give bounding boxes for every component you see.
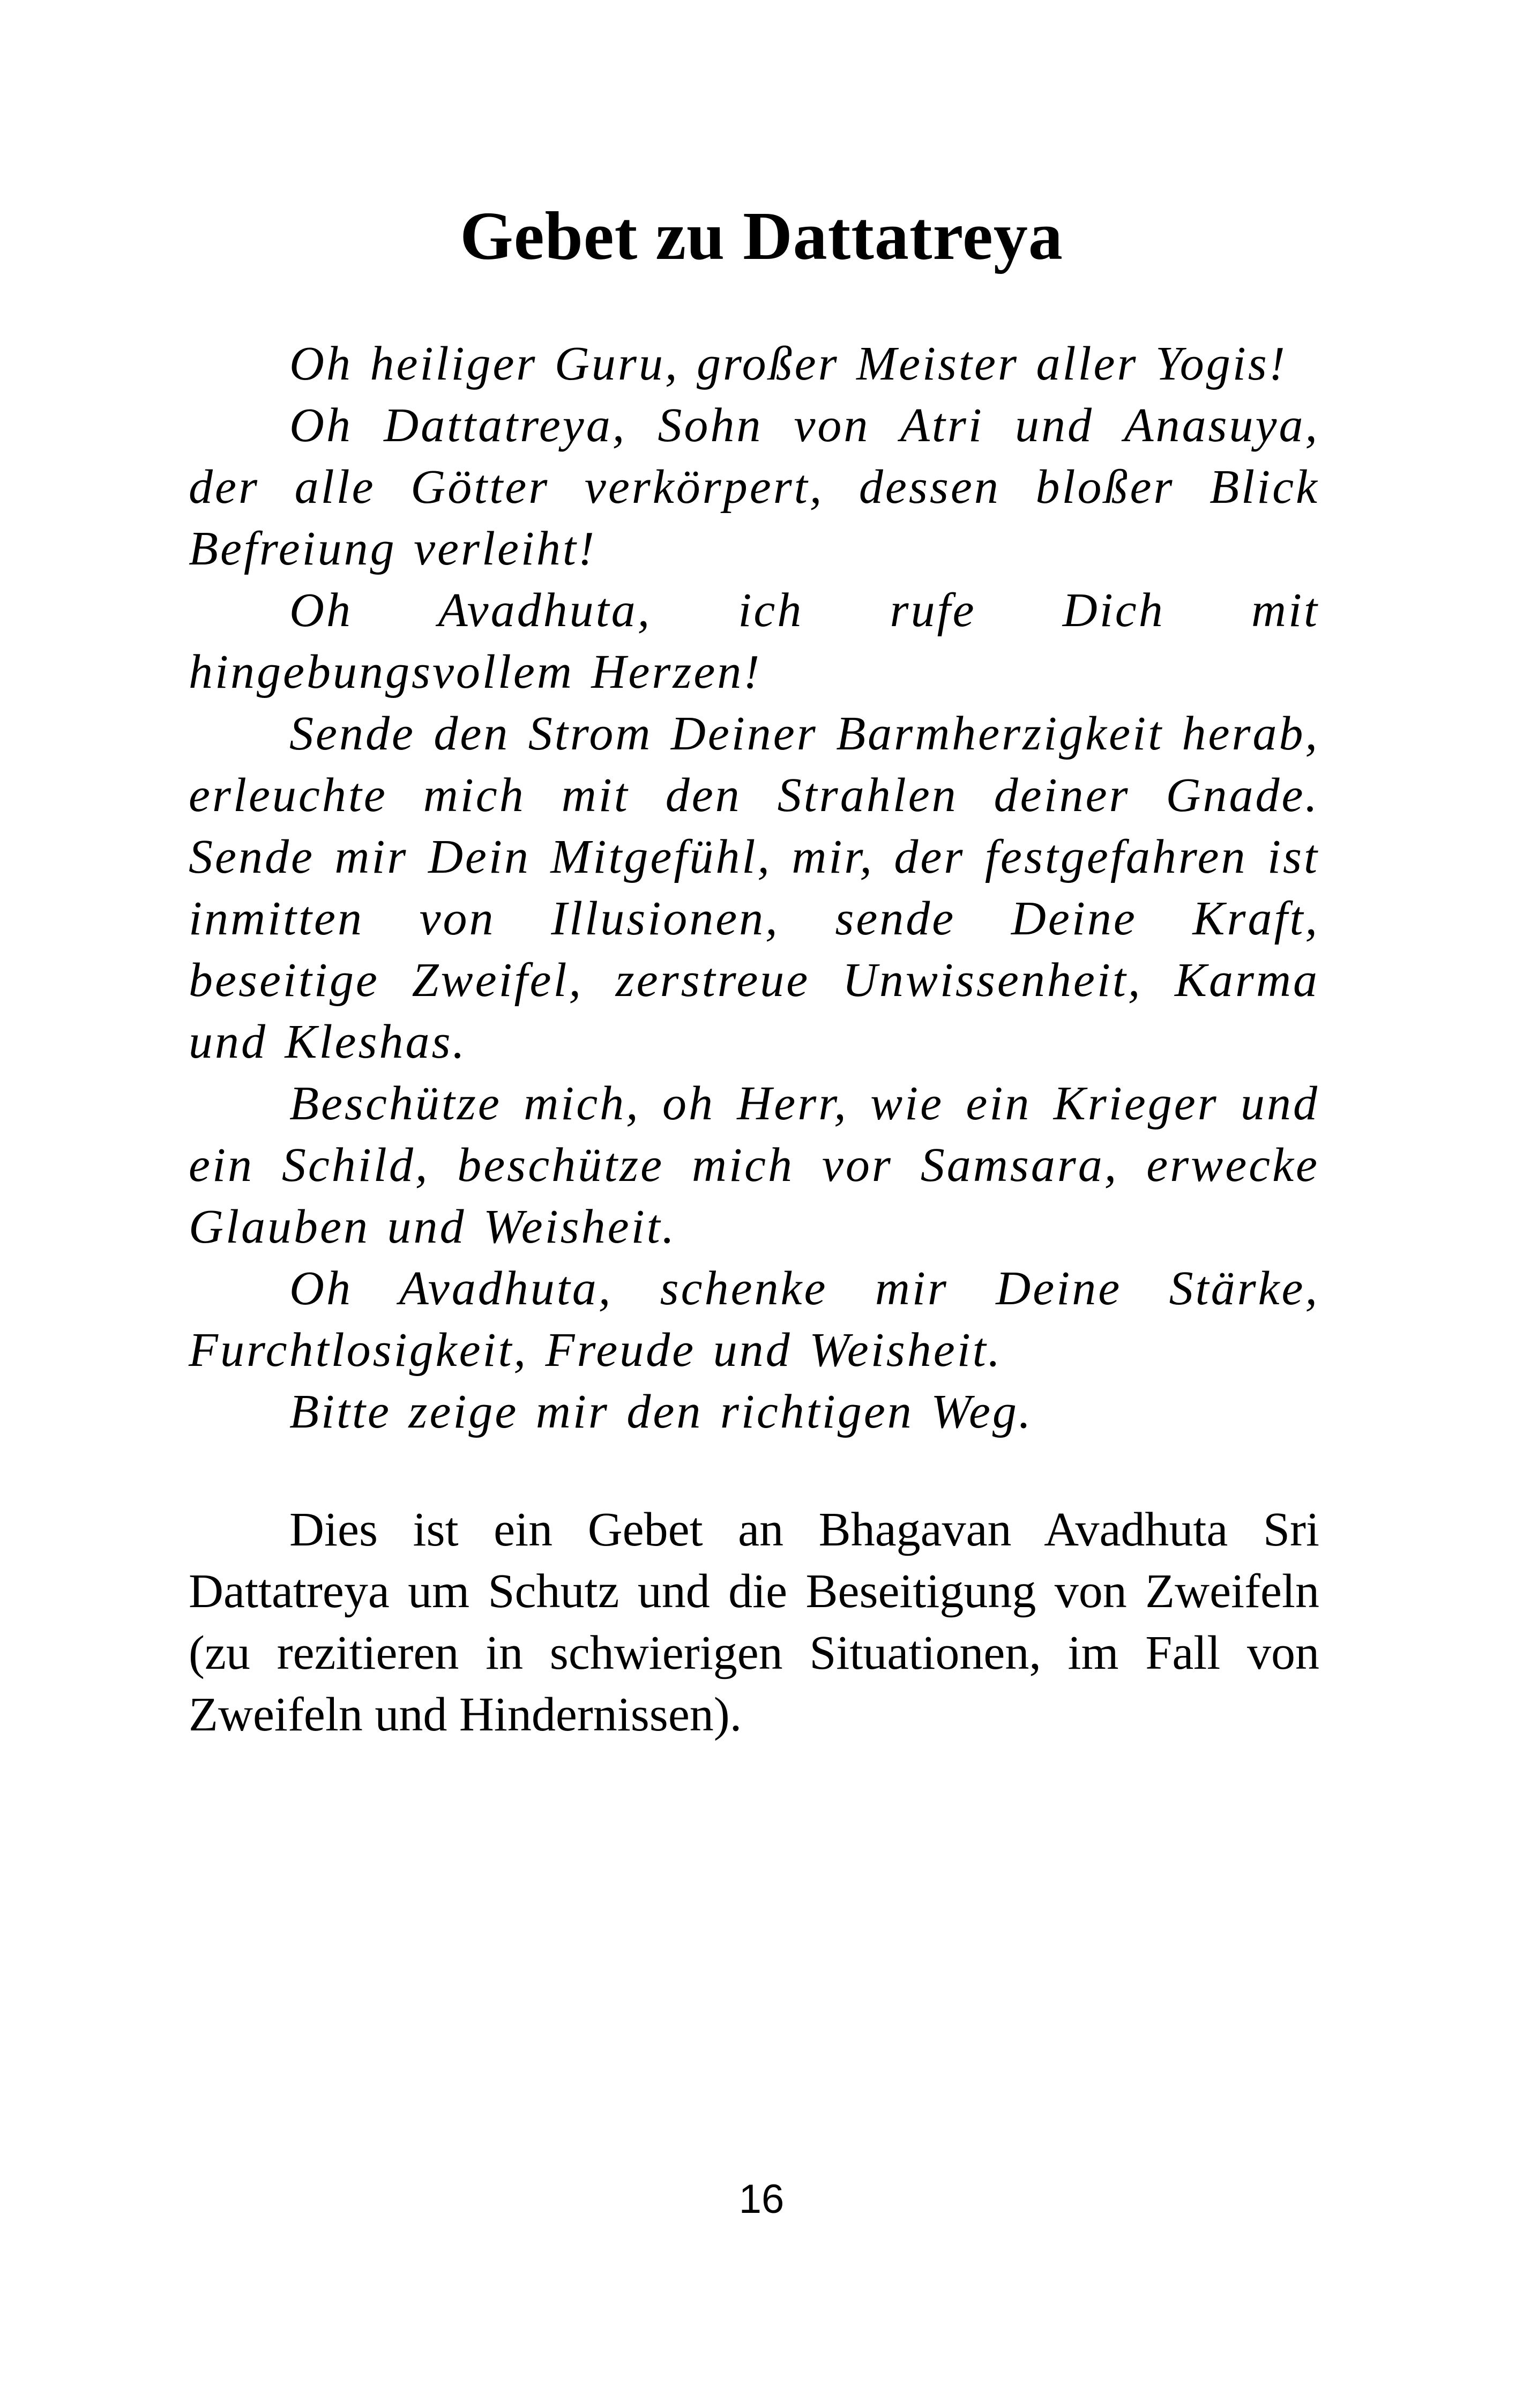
prayer-paragraph: Oh Dattatreya, Sohn von Atri und Anasuya, der alle Götter verkörpert, dessen bloßer Blick Befreiung verleiht!	[189, 399, 1319, 575]
page-number: 16	[738, 2176, 785, 2222]
prayer-text	[189, 333, 1319, 1443]
prayer-paragraph: Bitte zeige mir den richtigen Weg.	[289, 1385, 1033, 1438]
prayer-paragraph: Oh heiliger Guru, großer Meister aller Yogis!	[289, 337, 1287, 390]
prayer-paragraph: Oh Avadhuta, schenke mir Deine Stärke, Furchtlosigkeit, Freude und Weisheit.	[189, 1262, 1319, 1377]
prayer-paragraph: Oh Avadhuta, ich rufe Dich mit hingebungsvollem Herzen!	[189, 584, 1319, 698]
explanation-paragraph: Dies ist ein Gebet an Bhagavan Avadhuta Sri Dattatreya um Schutz und die Beseitigung von Zweifeln (zu rezitieren in schwierigen Situationen, im Fall von Zweifeln und Hindernissen).	[189, 1503, 1319, 1741]
prayer-paragraph: Sende den Strom Deiner Barmherzigkeit herab, erleuchte mich mit den Strahlen deiner Gnade. Sende mir Dein Mitgefühl, mir, der festgefahren ist inmitten von Illusionen, sende Deine Kraft, beseitige Zweifel, zerstreue Unwissenheit, Karma und Kleshas.	[189, 707, 1319, 1068]
explanation-text	[189, 1499, 1319, 1745]
prayer-paragraph: Beschütze mich, oh Herr, wie ein Krieger und ein Schild, beschütze mich vor Samsara, erwecke Glauben und Weisheit.	[189, 1077, 1319, 1253]
page-title: Gebet zu Dattatreya	[460, 198, 1063, 274]
